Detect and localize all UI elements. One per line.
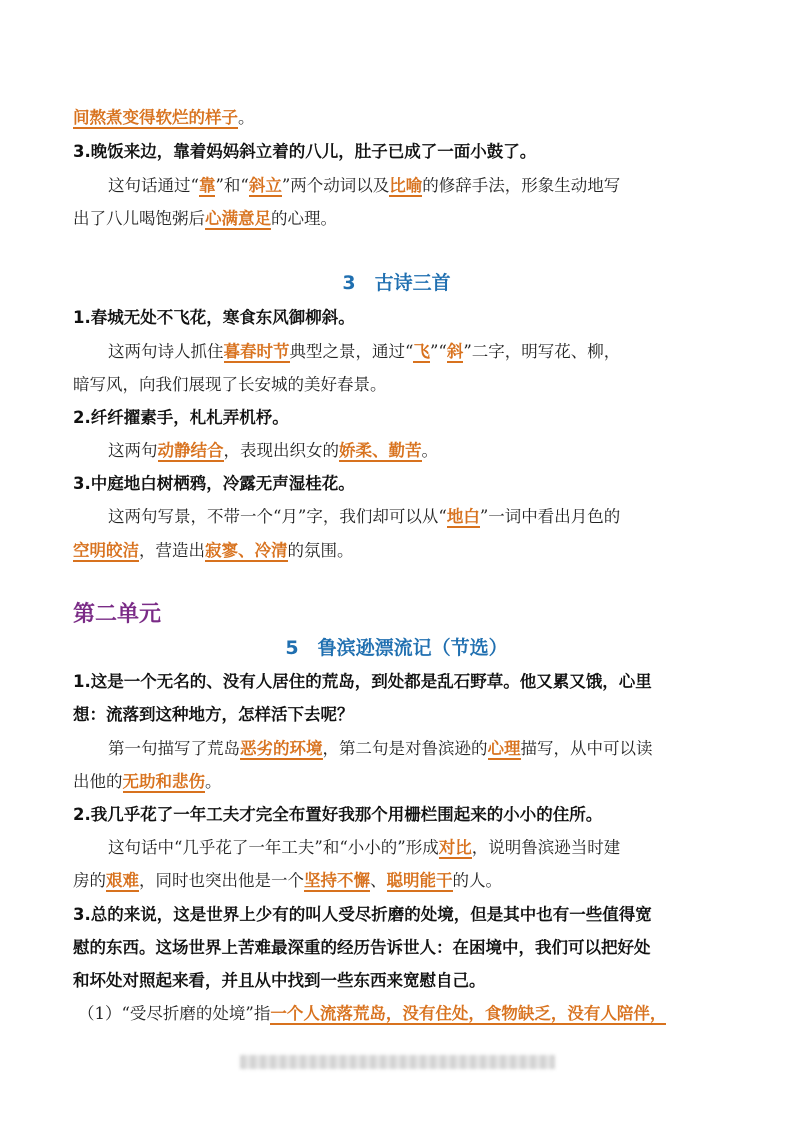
quote-sentence: 3.中庭地白树栖鸦，冷露无声湿桂花。 — [73, 474, 355, 493]
analysis-line — [73, 537, 723, 561]
text-fragment: 。 — [205, 772, 222, 791]
highlight-answer: 心理 — [487, 739, 521, 758]
highlight-answer: 心满意足 — [205, 209, 271, 228]
analysis-line — [108, 172, 758, 196]
quote-sentence: 3.晚饭来边，靠着妈妈斜立着的八儿，肚子已成了一面小鼓了。 — [73, 142, 537, 161]
text-fragment: 这两句写景，不带一个“月”字，我们却可以从“ — [108, 507, 447, 526]
text-fragment: ”一词中看出月色的 — [479, 507, 621, 526]
highlight-answer: 坚持不懈 — [304, 871, 370, 890]
text-fragment: ”二字，明写花、柳， — [463, 342, 621, 361]
analysis-line — [73, 768, 723, 792]
text-fragment: ”和“ — [215, 176, 249, 195]
text-fragment: 、 — [370, 871, 387, 890]
text-fragment: 房的 — [73, 871, 106, 890]
quote-sentence: 1.这是一个无名的、没有人居住的荒岛，到处都是乱石野草。他又累又饿，心里 — [73, 672, 652, 691]
quote-sentence: 慰的东西。这场世界上苦难最深重的经历告诉世人：在困境中，我们可以把好处 — [73, 938, 651, 957]
text-fragment: ，同时也突出他是一个 — [139, 871, 304, 890]
highlight-answer: 娇柔、勤苦 — [339, 441, 422, 460]
text-fragment: 这句话通过“ — [108, 176, 199, 195]
text-fragment: 第一句描写了荒岛 — [108, 739, 240, 758]
text-fragment: 这两句诗人抓住 — [108, 342, 224, 361]
section-title: 3 古诗三首 — [342, 272, 451, 294]
text-fragment: 出他的 — [73, 772, 123, 791]
section-title: 5 鲁滨逊漂流记（节选） — [285, 637, 508, 659]
analysis-line — [108, 338, 758, 362]
text-line — [73, 104, 723, 128]
highlight-answer: 对比 — [438, 838, 472, 857]
highlight-answer: 艰难 — [106, 871, 139, 890]
text-fragment: 。 — [238, 108, 255, 127]
text-fragment: 出了八儿喝饱粥后 — [73, 209, 205, 228]
quote-sentence: 和坏处对照起来看，并且从中找到一些东西来宽慰自己。 — [73, 971, 486, 990]
highlight-answer: 无助和悲伤 — [122, 772, 205, 791]
quote-sentence: 想：流落到这种地方，怎样活下去呢？ — [73, 705, 354, 724]
text-fragment: 的氛围。 — [287, 541, 354, 560]
text-fragment: （1）“受尽折磨的处境”指 — [78, 1004, 271, 1023]
analysis-line — [108, 437, 758, 461]
quote-sentence: 1.春城无处不飞花，寒食东风御柳斜。 — [73, 308, 355, 327]
text-fragment: ”“ — [429, 342, 447, 361]
unit-title: 第二单元 — [73, 602, 162, 627]
analysis-line — [108, 735, 758, 759]
analysis-line — [73, 867, 723, 891]
text-fragment: ，营造出 — [139, 541, 205, 560]
text-fragment: 的修辞手法，形象生动地写 — [422, 176, 621, 195]
quote-sentence: 2.我几乎花了一年工夫才完全布置好我那个用栅栏围起来的小小的住所。 — [73, 805, 603, 824]
text-fragment: ，表现出织女的 — [223, 441, 339, 460]
highlight-answer: 动静结合 — [157, 441, 224, 460]
highlight-answer: 一个人流落荒岛，没有住处，食物缺乏，没有人陪伴， — [270, 1004, 667, 1023]
text-fragment: ，说明鲁滨逊当时建 — [471, 838, 621, 857]
highlight-answer: 比喻 — [389, 176, 423, 195]
highlight-answer: 间熬煮变得软烂的样子 — [73, 108, 238, 127]
blurred-footer-watermark — [240, 1055, 555, 1069]
highlight-answer: 靠 — [198, 176, 216, 195]
text-fragment: 这句话中“几乎花了一年工夫”和“小小的”形成 — [108, 838, 439, 857]
analysis-line — [73, 205, 723, 229]
quote-sentence: 3.总的来说，这是世界上少有的叫人受尽折磨的处境，但是其中也有一些值得宽 — [73, 905, 652, 924]
highlight-answer: 飞 — [413, 342, 430, 361]
question-line — [78, 1000, 728, 1024]
text-fragment: ，第二句是对鲁滨逊的 — [322, 739, 488, 758]
text-fragment: 的心理。 — [271, 209, 337, 228]
highlight-answer: 恶劣的环境 — [240, 739, 323, 758]
text-fragment: ”两个动词以及 — [281, 176, 390, 195]
highlight-answer: 寂寥、冷清 — [205, 541, 288, 560]
highlight-answer: 暮春时节 — [223, 342, 290, 361]
quote-sentence: 2.纤纤擢素手，札札弄机杼。 — [73, 408, 289, 427]
highlight-answer: 斜立 — [248, 176, 282, 195]
highlight-answer: 空明皎洁 — [73, 541, 139, 560]
text-fragment: 典型之景，通过“ — [289, 342, 414, 361]
text-fragment: 。 — [421, 441, 438, 460]
highlight-answer: 斜 — [446, 342, 464, 361]
text-fragment: 的人。 — [452, 871, 502, 890]
analysis-line: 暗写风，向我们展现了长安城的美好春景。 — [73, 375, 387, 394]
analysis-line — [108, 834, 758, 858]
highlight-answer: 地白 — [446, 507, 480, 526]
text-fragment: 这两句 — [108, 441, 158, 460]
text-fragment: 描写，从中可以读 — [520, 739, 653, 758]
highlight-answer: 聪明能干 — [386, 871, 453, 890]
analysis-line — [108, 503, 758, 527]
